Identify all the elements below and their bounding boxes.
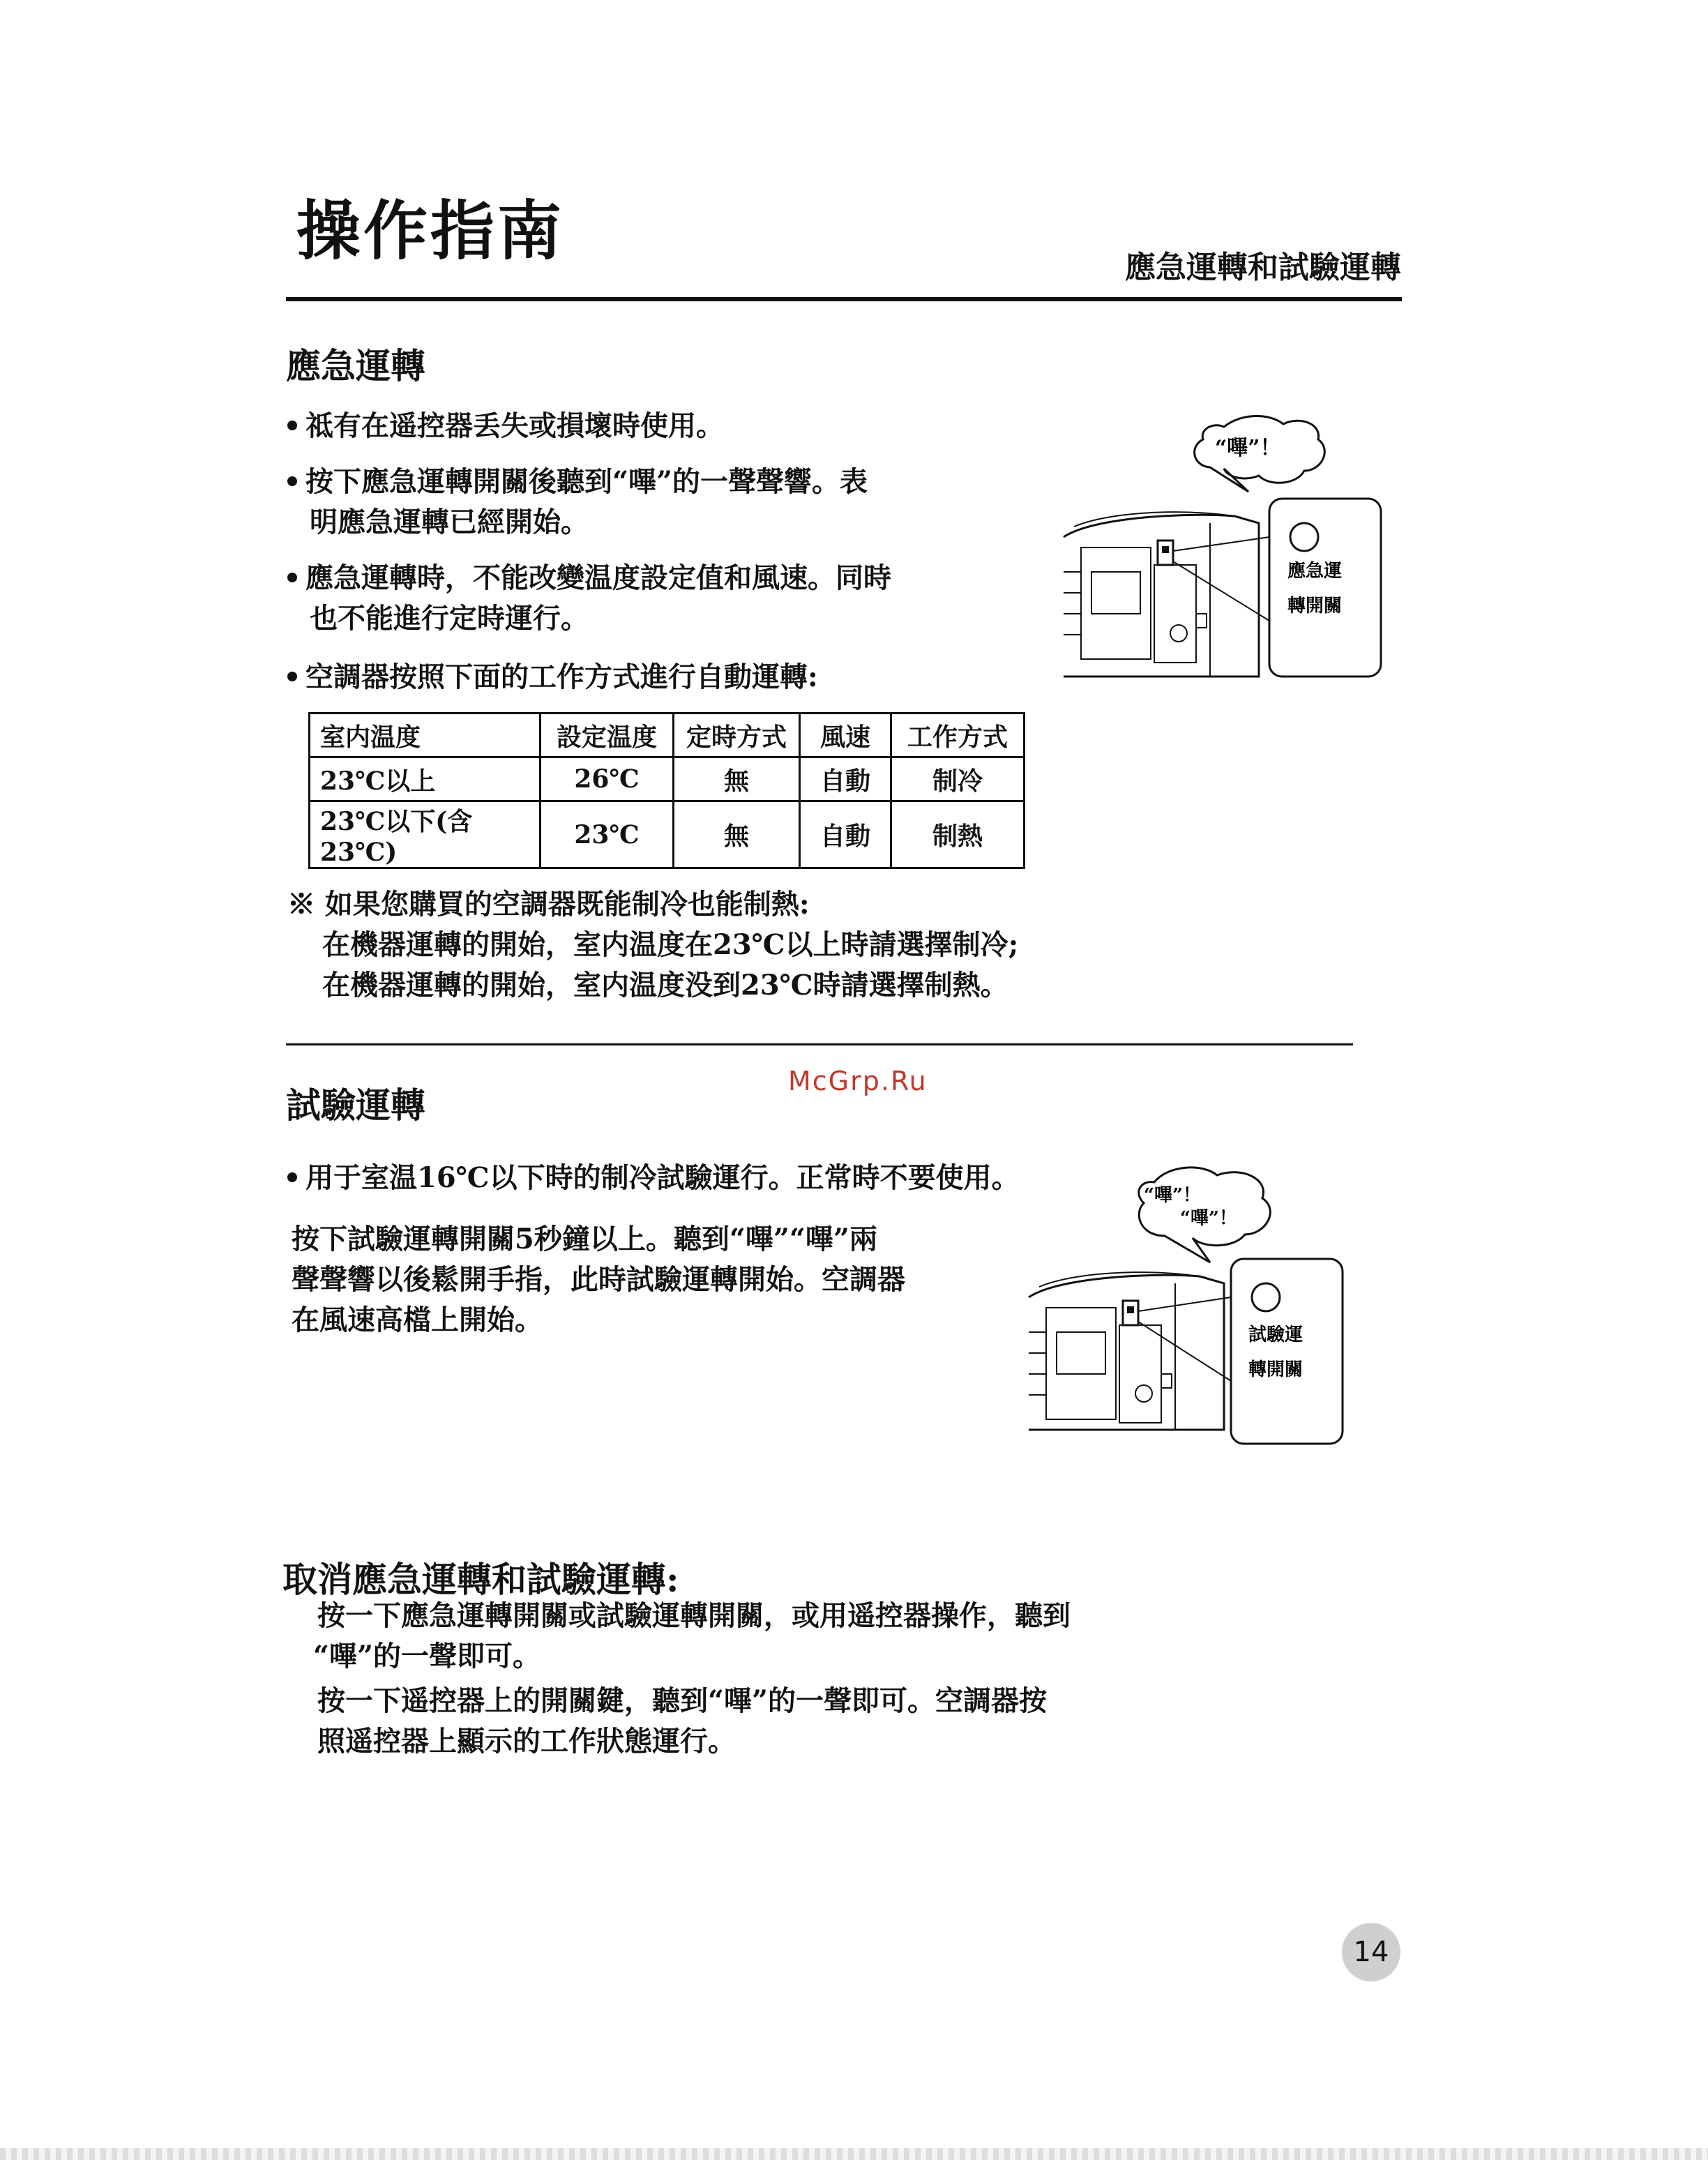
bullet-text: 明應急運轉已經開始。 bbox=[310, 506, 589, 538]
emergency-mode-table bbox=[308, 712, 1025, 869]
emergency-bullet-3 bbox=[287, 558, 891, 639]
table-header: 設定温度 bbox=[541, 713, 674, 757]
beep-text: “嗶”！ bbox=[1180, 1208, 1237, 1229]
indoor-unit-body bbox=[1029, 1275, 1224, 1430]
paragraph-text: 按下試驗運轉開關5秒鐘以上。聽到“嗶”“嗶”兩 bbox=[292, 1223, 877, 1255]
cancel-text: 照遥控器上顯示的工作狀態運行。 bbox=[317, 1725, 736, 1758]
bullet-icon bbox=[287, 476, 297, 486]
cancel-text: 按一下應急運轉開關或試驗運轉開關，或用遥控器操作，聽到 bbox=[317, 1599, 1071, 1632]
switch-panel bbox=[1231, 1259, 1343, 1444]
switch-label: 試驗運 bbox=[1248, 1324, 1303, 1345]
bullet-text: 用于室温16℃以下時的制冷試驗運行。正常時不要使用。 bbox=[305, 1161, 1020, 1194]
cancel-paragraph bbox=[313, 1596, 1071, 1762]
bullet-text: 也不能進行定時運行。 bbox=[310, 602, 589, 635]
table-header: 工作方式 bbox=[891, 713, 1025, 757]
header-divider bbox=[286, 297, 1402, 301]
note-text: 在機器運轉的開始，室内温度没到23℃時請選擇制熱。 bbox=[322, 969, 1008, 1002]
table-cell: 23℃以上 bbox=[310, 757, 541, 801]
switch-label: 轉開關 bbox=[1248, 1359, 1303, 1380]
bullet-icon bbox=[287, 1172, 297, 1182]
beep-text: “嗶”！ bbox=[1215, 436, 1281, 460]
table-cell: 23℃ bbox=[541, 801, 674, 868]
table-cell: 23℃以下(含23℃) bbox=[310, 801, 541, 868]
bullet-text: 空調器按照下面的工作方式進行自動運轉: bbox=[305, 660, 818, 693]
cancel-heading: 取消應急運轉和試驗運轉: bbox=[282, 1559, 679, 1600]
test-switch-illustration bbox=[1018, 1158, 1381, 1451]
table-row bbox=[310, 757, 1025, 801]
watermark: McGrp.Ru bbox=[788, 1066, 928, 1096]
table-header-row bbox=[310, 713, 1025, 757]
paragraph-text: 聲聲響以後鬆開手指，此時試驗運轉開始。空調器 bbox=[292, 1263, 905, 1296]
emergency-bullet-4 bbox=[287, 657, 818, 697]
test-heading: 試驗運轉 bbox=[286, 1085, 425, 1126]
note-text: ※ 如果您購買的空調器既能制冷也能制熱: bbox=[287, 888, 810, 921]
table-cell: 26℃ bbox=[541, 757, 674, 801]
emergency-bullet-1 bbox=[287, 406, 724, 446]
table-header: 室内温度 bbox=[310, 713, 541, 757]
page-number: 14 bbox=[1342, 1923, 1400, 1981]
table-cell: 無 bbox=[674, 801, 800, 868]
table-row bbox=[310, 801, 1025, 868]
switch-panel bbox=[1269, 499, 1381, 677]
scan-edge bbox=[0, 2148, 1708, 2160]
table-cell: 自動 bbox=[800, 757, 891, 801]
bullet-text: 祗有在遥控器丢失或損壞時使用。 bbox=[305, 409, 724, 442]
test-bullet-1 bbox=[287, 1158, 1020, 1198]
emergency-switch-illustration bbox=[1053, 411, 1402, 690]
bullet-icon bbox=[287, 573, 297, 582]
beep-text: “嗶”！ bbox=[1144, 1185, 1201, 1206]
switch-label: 轉開關 bbox=[1287, 596, 1343, 617]
paragraph-text: 在風速高檔上開始。 bbox=[292, 1304, 543, 1336]
emergency-note bbox=[287, 884, 1018, 1006]
switch-label: 應急運 bbox=[1287, 561, 1343, 582]
note-text: 在機器運轉的開始，室内温度在23℃以上時請選擇制冷; bbox=[322, 928, 1019, 961]
table-header: 定時方式 bbox=[674, 713, 800, 757]
table-cell: 制冷 bbox=[891, 757, 1025, 801]
test-paragraph bbox=[292, 1219, 905, 1340]
section-divider bbox=[286, 1043, 1353, 1045]
emergency-bullet-2 bbox=[287, 462, 868, 543]
table-cell: 自動 bbox=[800, 801, 891, 868]
table-header: 風速 bbox=[800, 713, 891, 757]
cancel-text: “嗶”的一聲即可。 bbox=[313, 1640, 541, 1672]
bullet-text: 應急運轉時，不能改變温度設定值和風速。同時 bbox=[305, 561, 891, 594]
bullet-icon bbox=[287, 421, 297, 430]
cancel-text: 按一下遥控器上的開關鍵，聽到“嗶”的一聲即可。空調器按 bbox=[317, 1684, 1048, 1717]
bullet-icon bbox=[287, 672, 297, 681]
table-cell: 無 bbox=[674, 757, 800, 801]
table-cell: 制熱 bbox=[891, 801, 1025, 868]
section-subtitle: 應急運轉和試驗運轉 bbox=[1125, 250, 1401, 285]
emergency-heading: 應急運轉 bbox=[286, 345, 425, 386]
bullet-text: 按下應急運轉開關後聽到“嗶”的一聲聲響。表 bbox=[305, 465, 868, 498]
page-title: 操作指南 bbox=[296, 193, 565, 269]
